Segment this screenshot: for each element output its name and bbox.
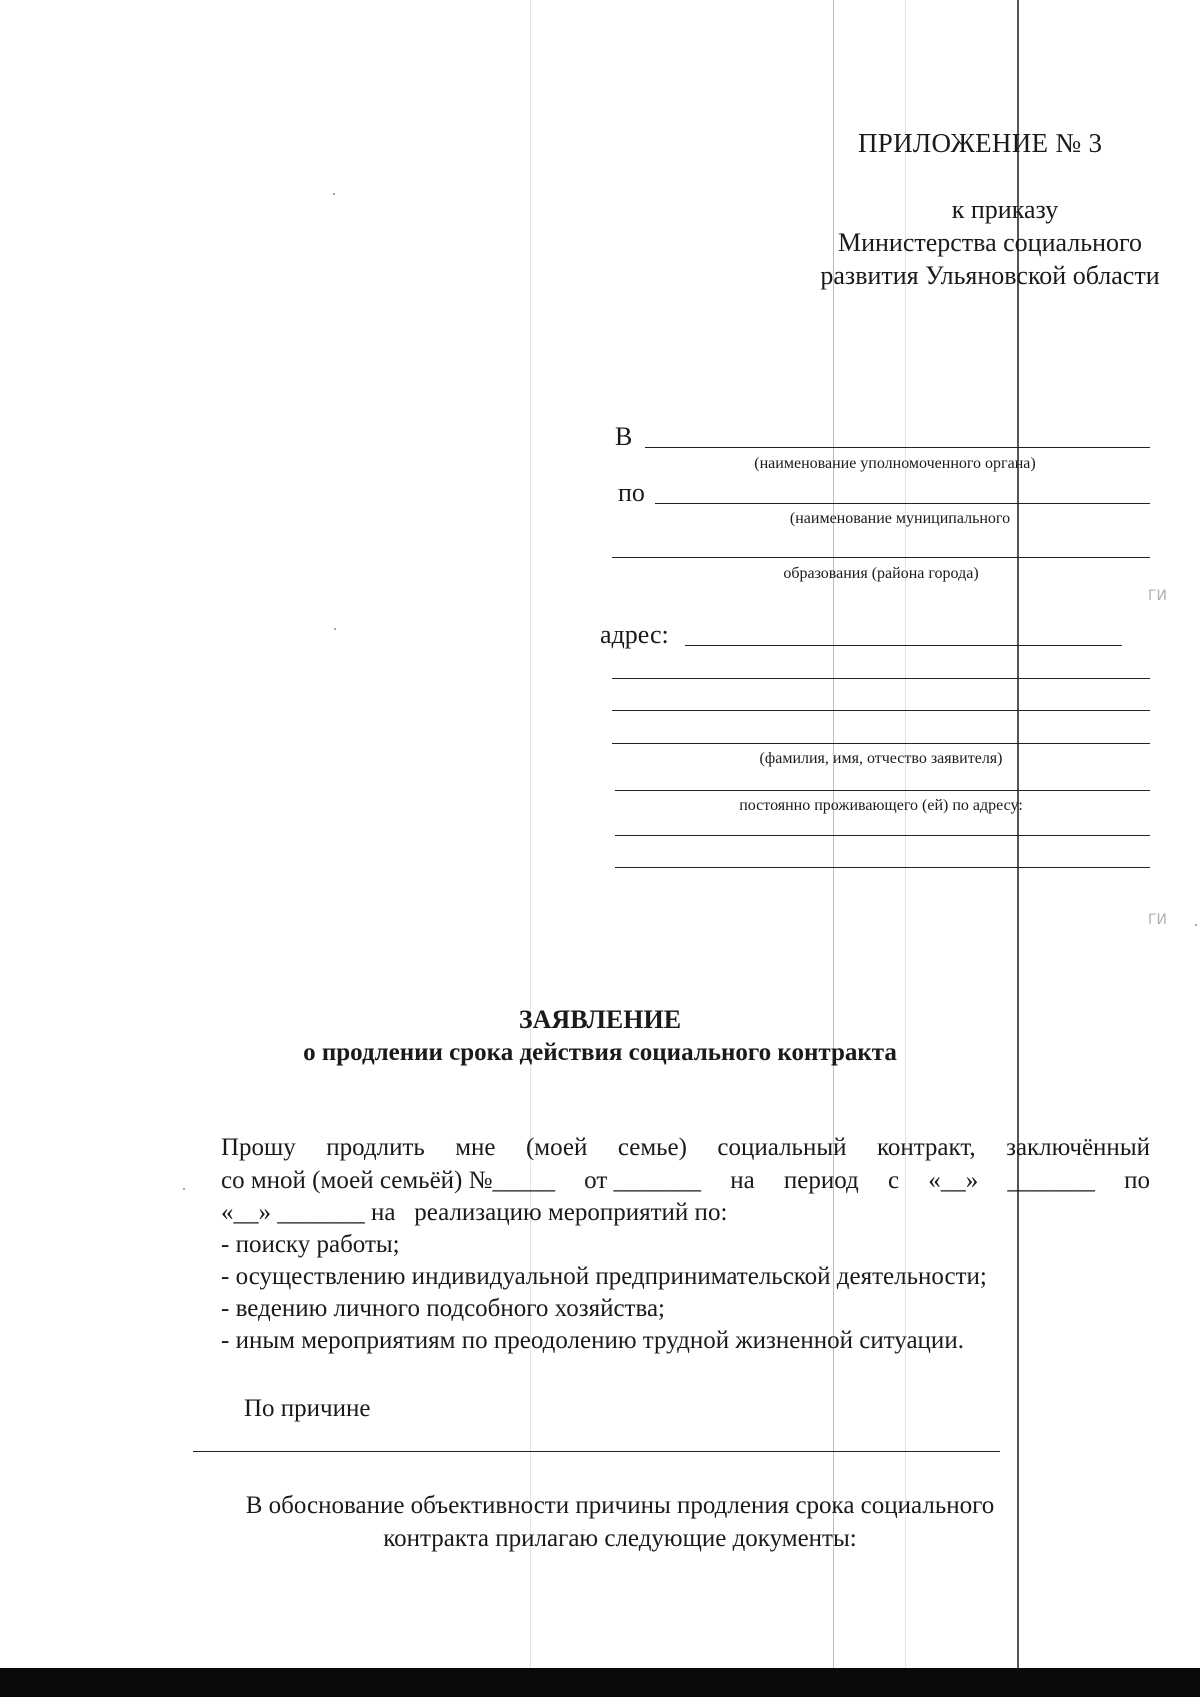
justification-line: контракта прилагаю следующие документы: bbox=[383, 1525, 857, 1552]
period-to-word: по bbox=[1124, 1167, 1150, 1194]
contract-details-line bbox=[221, 1165, 1150, 1197]
justification-line: В обоснование объективности причины продления срока социального bbox=[245, 1492, 995, 1519]
order-line: Министерства социального bbox=[837, 228, 1143, 257]
annex-number: ПРИЛОЖЕНИЕ № 3 bbox=[858, 128, 1103, 158]
period-from-day: «__» bbox=[928, 1167, 979, 1194]
address-field-line[interactable] bbox=[685, 645, 1122, 646]
district-caption: образования (района города) bbox=[783, 565, 979, 582]
applicant-caption: (фамилия, имя, отчество заявителя) bbox=[759, 750, 1003, 767]
request-line: Прошу продлить мне (моей семье) социальный контракт, заключённый bbox=[221, 1134, 1150, 1161]
scan-stamp: ГИ bbox=[1148, 912, 1168, 928]
municipality-caption: (наименование муниципального bbox=[789, 510, 1011, 527]
list-item: - ведению личного подсобного хозяйства; bbox=[221, 1295, 665, 1322]
list-item: - поиску работы; bbox=[221, 1231, 400, 1258]
period-from-month: _______ bbox=[1007, 1167, 1095, 1194]
contract-number: со мной (моей семьёй) №_____ bbox=[221, 1167, 555, 1194]
district-field-line[interactable] bbox=[612, 557, 1150, 558]
to-prefix: В bbox=[615, 422, 633, 451]
reason-field-line[interactable] bbox=[193, 1451, 1000, 1452]
scan-speck bbox=[183, 1188, 185, 1190]
scan-edge-bar bbox=[0, 1668, 1200, 1697]
authority-field-line[interactable] bbox=[645, 447, 1150, 448]
applicant-field-line[interactable] bbox=[612, 743, 1150, 744]
scan-stamp: ГИ bbox=[1148, 588, 1168, 604]
period-from-word: с bbox=[887, 1167, 900, 1194]
period-end-line: «__» _______ на реализацию мероприятий по: bbox=[221, 1199, 728, 1226]
document-title: ЗАЯВЛЕНИЕ bbox=[518, 1005, 682, 1034]
period-word: период bbox=[783, 1167, 859, 1194]
residence-field-line[interactable] bbox=[615, 835, 1150, 836]
residence-field-line[interactable] bbox=[615, 867, 1150, 868]
list-item: - иным мероприятиям по преодолению трудной жизненной ситуации. bbox=[221, 1327, 964, 1354]
order-line: к приказу bbox=[951, 195, 1059, 224]
address-field-line[interactable] bbox=[612, 678, 1150, 679]
contract-date: от _______ bbox=[584, 1167, 702, 1194]
address-field-line[interactable] bbox=[612, 710, 1150, 711]
by-prefix: по bbox=[618, 478, 645, 507]
scan-speck bbox=[333, 193, 335, 195]
period-word: на bbox=[730, 1167, 755, 1194]
order-line: развития Ульяновской области bbox=[820, 261, 1160, 290]
municipality-field-line[interactable] bbox=[655, 503, 1150, 504]
address-label: адрес: bbox=[600, 620, 669, 649]
residence-field-line[interactable] bbox=[615, 790, 1150, 791]
order-reference bbox=[790, 193, 1190, 292]
residence-caption: постоянно проживающего (ей) по адресу: bbox=[739, 797, 1023, 814]
authority-caption: (наименование уполномоченного органа) bbox=[754, 455, 1036, 472]
scan-speck bbox=[1195, 924, 1197, 926]
measures-list bbox=[221, 1229, 987, 1357]
scan-line bbox=[530, 0, 531, 1697]
list-item: - осуществлению индивидуальной предпринимательской деятельности; bbox=[221, 1263, 987, 1290]
reason-label: По причине bbox=[244, 1395, 371, 1422]
document-subtitle: о продлении срока действия социального контракта bbox=[303, 1039, 897, 1066]
scan-speck bbox=[334, 628, 336, 630]
